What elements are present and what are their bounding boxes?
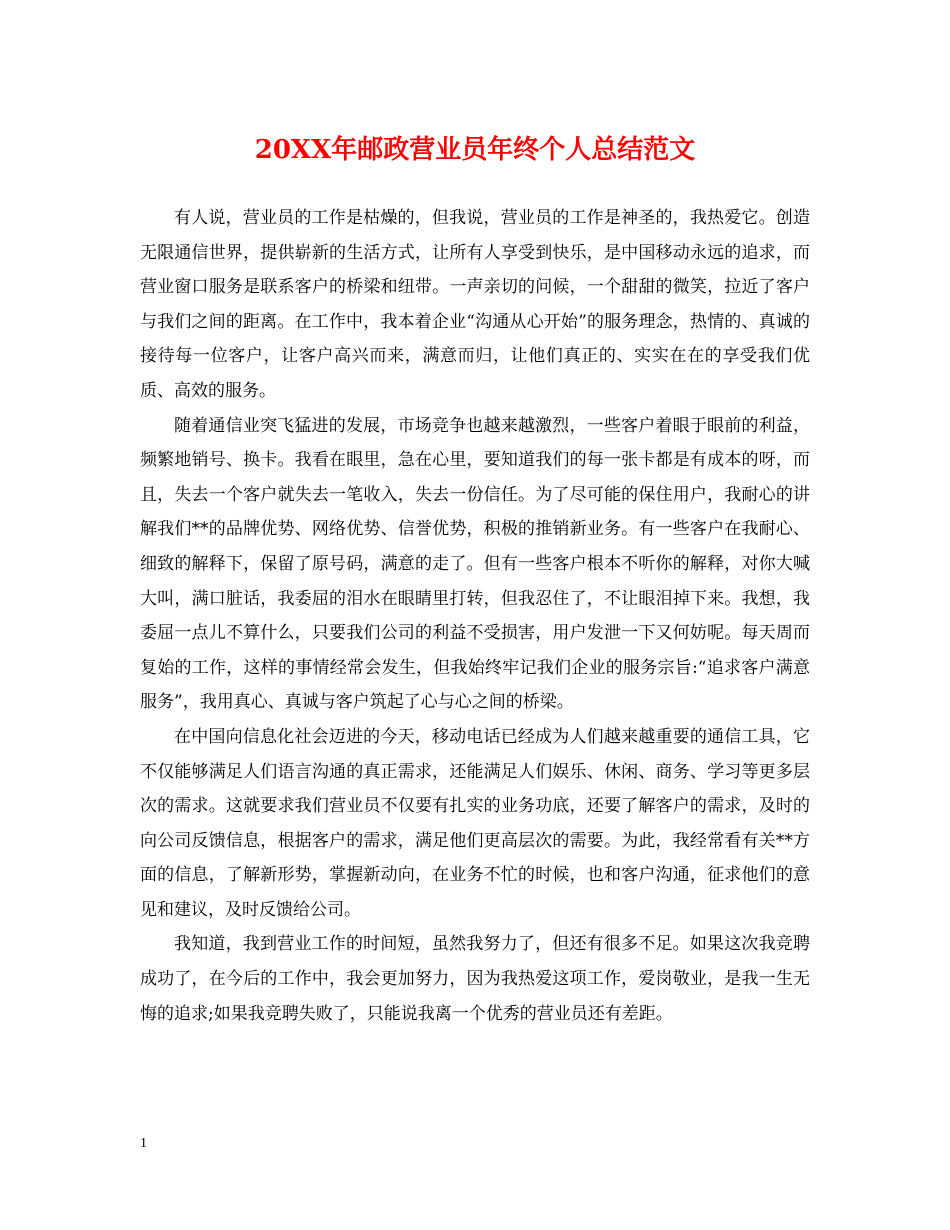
paragraph-1: 有人说，营业员的工作是枯燥的，但我说，营业员的工作是神圣的，我热爱它。创造无限通信世界，提供崭新的生活方式，让所有人享受到快乐，是中国移动永远的追求，而营业窗口服务是联系客户的桥梁和纽带。一声亲切的问候，一个甜甜的微笑，拉近了客户与我们之间的距离。在工作中，我本着企业“沟通从心开始”的服务理念，热情的、真诚的接待每一位客户，让客户高兴而来，满意而归，让他们真正的、实实在在的享受我们优质、高效的服务。 bbox=[140, 208, 810, 401]
document-title: 20XX年邮政营业员年终个人总结范文 bbox=[254, 135, 696, 165]
paragraph-3: 在中国向信息化社会迈进的今天，移动电话已经成为人们越来越重要的通信工具，它不仅能够满足人们语言沟通的真正需求，还能满足人们娱乐、休闲、商务、学习等更多层次的需求。这就要求我们营业员不仅要有扎实的业务功底，还要了解客户的需求，及时的向公司反馈信息，根据客户的需求，满足他们更高层次的需要。为此，我经常看有关**方面的信息，了解新形势，掌握新动向，在业务不忙的时候，也和客户沟通，征求他们的意见和建议，及时反馈给公司。 bbox=[140, 726, 810, 920]
page-number: 1 bbox=[140, 1136, 147, 1151]
paragraph-4: 我知道，我到营业工作的时间短，虽然我努力了，但还有很多不足。如果这次我竞聘成功了，在今后的工作中，我会更加努力，因为我热爱这项工作，爱岗敬业，是我一生无悔的追求;如果我竞聘失败了，只能说我离一个优秀的营业员还有差距。 bbox=[140, 934, 810, 1024]
document-body bbox=[140, 201, 810, 1031]
paragraph-2: 随着通信业突飞猛进的发展，市场竞争也越来越激烈，一些客户着眼于眼前的利益，频繁地销号、换卡。我看在眼里，急在心里，要知道我们的每一张卡都是有成本的呀，而且，失去一个客户就失去一笔收入，失去一份信任。为了尽可能的保住用户，我耐心的讲解我们**的品牌优势、网络优势、信誉优势，积极的推销新业务。有一些客户在我耐心、细致的解释下，保留了原号码，满意的走了。但有一些客户根本不听你的解释，对你大喊大叫，满口脏话，我委屈的泪水在眼睛里打转，但我忍住了，不让眼泪掉下来。我想，我委屈一点儿不算什么，只要我们公司的利益不受损害，用户发泄一下又何妨呢。每天周而复始的工作，这样的事情经常会发生，但我始终牢记我们企业的服务宗旨:“追求客户满意服务”，我用真心、真诚与客户筑起了心与心之间的桥梁。 bbox=[140, 415, 810, 713]
